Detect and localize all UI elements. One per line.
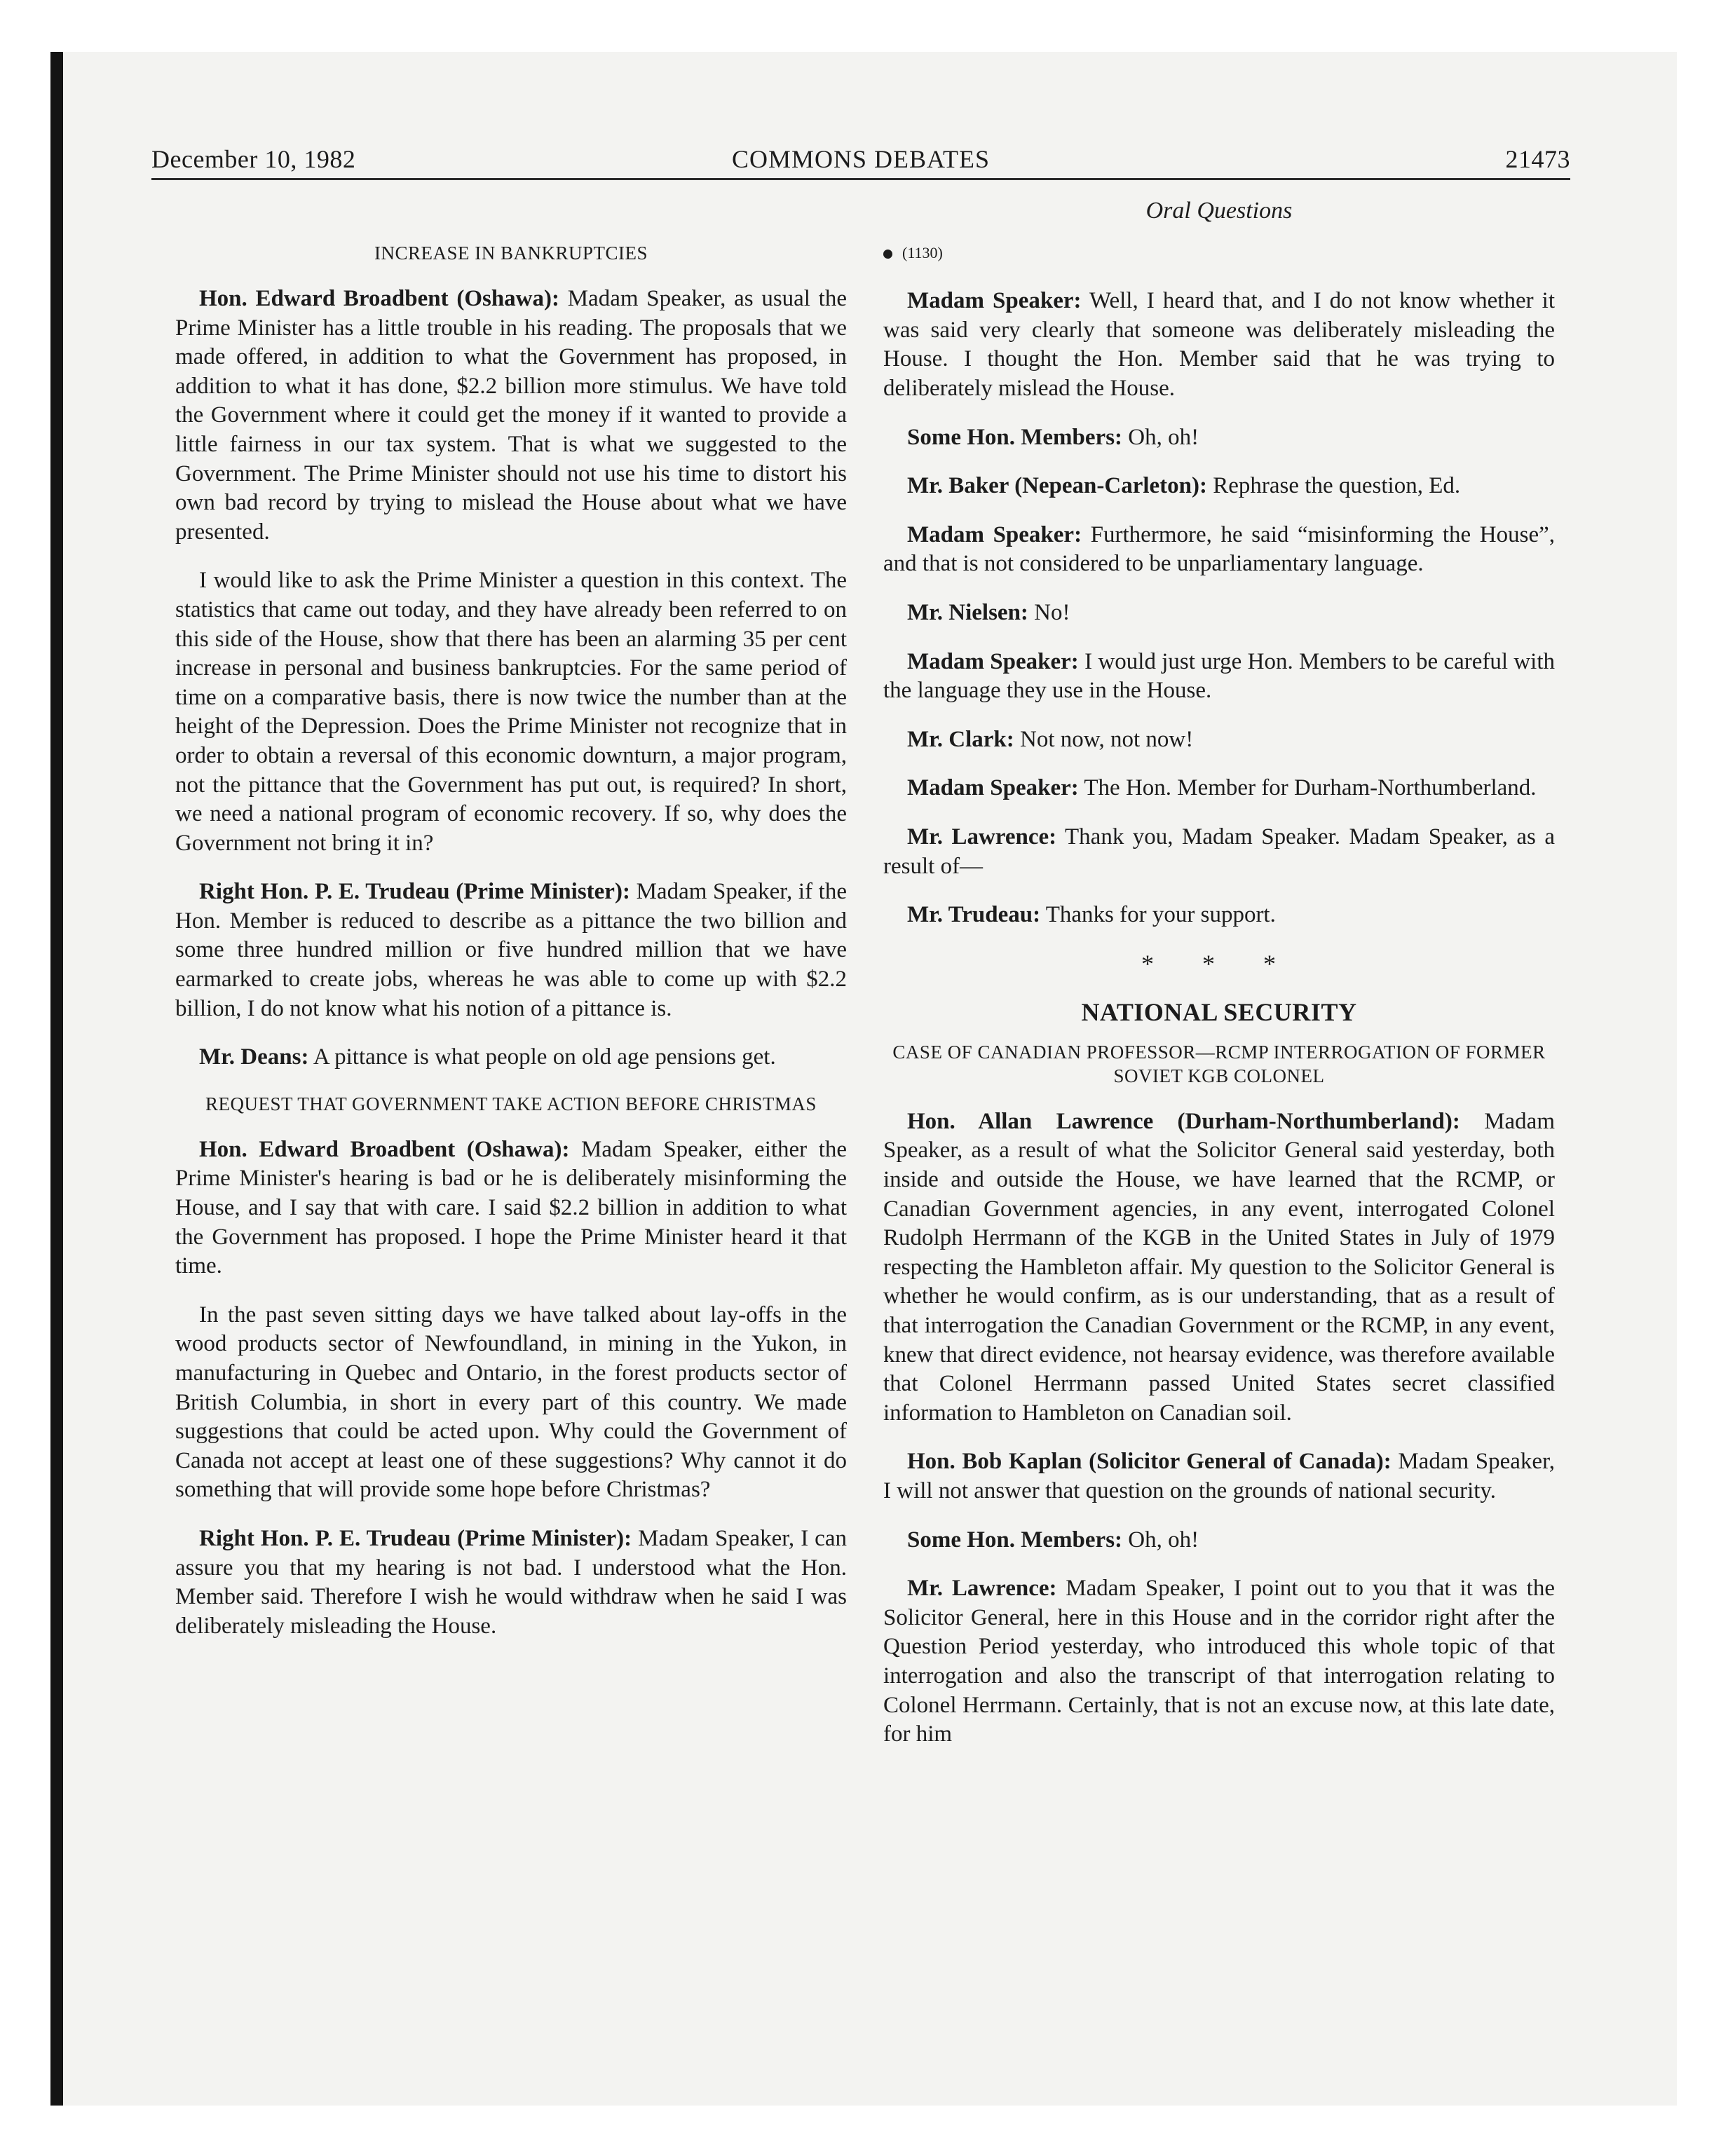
speech-text: Madam Speaker, as a result of what the Solicitor General said yesterday, both inside and outside the House, we have learned that the RCMP, or Canadian Government agencies, in any event, interrogated Colonel Rudolph Herrmann of the KGB in the United States in July of 1979 respecting the Hambleton affair. My question to the Solicitor General is whether he would confirm, as is our understanding, that as a result of that interrogation the Canadian Government or the RCMP, in any event, knew that direct evidence, not hearsay evidence, was therefore available that Colonel Herrmann passed United States secret classified information to Hambleton on Canadian soil. [883,1108,1555,1426]
speaker-name: Right Hon. P. E. Trudeau (Prime Minister): [199,879,630,905]
speech-text: Rephrase the question, Ed. [1207,473,1461,499]
speech-paragraph [883,774,1555,803]
speech-text: Madam Speaker, I can assure you that my hearing is not bad. I understood what the Hon. Member said. Therefore I wish he would withdraw when he said I was deliberately misleading the House. [175,1525,847,1639]
speaker-name: Madam Speaker: [907,521,1082,547]
speech-text: Oh, oh! [1122,424,1199,450]
binding-edge [50,52,63,2106]
speech-text: Furthermore, he said “misinforming the House”, and that is not considered to be unparliamentary language. [883,521,1555,577]
speech-paragraph [883,1447,1555,1506]
speaker-name: Mr. Clark: [907,726,1014,752]
speech-paragraph [175,1524,847,1641]
speaker-name: Mr. Lawrence: [907,824,1057,850]
speech-paragraph [883,1107,1555,1428]
speaker-name: Madam Speaker: [907,775,1079,801]
time-marker [883,238,1555,268]
header-date: December 10, 1982 [151,145,356,173]
speech-text: A pittance is what people on old age pensions get. [308,1044,776,1070]
speech-paragraph: I would like to ask the Prime Minister a question in this context. The statistics that came out today, and they have already been referred to on this side of the House, show that there has been an alarming 35 per cent increase in personal and business bankruptcies. For the same period of time on a comparative basis, there is now twice the number than at the height of the Depression. Does the Prime Minister not recognize that in order to obtain a reversal of this economic downturn, a major program, not the pittance that the Government has put out, is required? In short, we need a national program of economic recovery. If so, why does the Government not bring it in? [175,568,847,856]
speech-text: Madam Speaker, I point out to you that it was the Solicitor General, here in this House and in the corridor right after the Question Period yesterday, who introduced this whole topic of that interrogation and also the transcript of that interrogation relating to Colonel Herrmann. Certainly, that is not an excuse now, at this late date, for him [883,1576,1555,1747]
speech-paragraph [883,1574,1555,1749]
speech-paragraph [883,725,1555,755]
speech-paragraph [883,648,1555,706]
header-title: COMMONS DEBATES [731,145,991,173]
speech-text: Thank you, Madam Speaker. Madam Speaker, as a result of— [883,824,1555,879]
speech-paragraph [175,285,847,547]
left-column [175,196,847,1660]
speech-text: No! [1028,599,1070,625]
speech-text: The Hon. Member for Durham-Northumberland. [1078,775,1537,801]
speaker-name: Some Hon. Members: [907,424,1123,450]
speaker-name: Hon. Allan Lawrence (Durham-Northumberland): [907,1108,1460,1134]
speech-paragraph [883,823,1555,881]
time-marker-text: (1130) [902,243,943,261]
speaker-name: Some Hon. Members: [907,1527,1123,1553]
speech-text: Madam Speaker, I will not answer that question on the grounds of national security. [883,1449,1555,1503]
speaker-name: Hon. Bob Kaplan (Solicitor General of Canada): [907,1449,1392,1475]
speaker-name: Mr. Trudeau: [907,902,1041,928]
speaker-name: Mr. Baker (Nepean-Carleton): [907,473,1208,499]
header-rule [151,178,1570,180]
speaker-name: Hon. Edward Broadbent (Oshawa): [199,1136,570,1162]
speaker-name: Right Hon. P. E. Trudeau (Prime Minister): [199,1525,632,1551]
speech-paragraph [175,878,847,1023]
speech-paragraph [883,423,1555,453]
right-column [883,196,1555,1769]
bullet-icon [883,250,892,259]
subheading-kgb: CASE OF CANADIAN PROFESSOR—RCMP INTERROGATION OF FORMER SOVIET KGB COLONEL [892,1041,1546,1086]
running-head: Oral Questions [1145,198,1293,224]
subheading-bankruptcies: INCREASE IN BANKRUPTCIES [374,243,648,264]
speaker-name: Hon. Edward Broadbent (Oshawa): [199,286,559,311]
speaker-name: Mr. Nielsen: [907,599,1028,625]
section-title: NATIONAL SECURITY [1081,998,1357,1027]
speech-paragraph [175,1043,847,1072]
section-separator: * * * [1141,949,1297,978]
page-header [151,144,1570,179]
speaker-name: Mr. Deans: [199,1044,309,1070]
header-page-number: 21473 [1505,145,1570,173]
speech-text: Madam Speaker, if the Hon. Member is reduced to describe as a pittance the two billion and some three hundred million or five hundred million that we have earmarked to create jobs, whereas he was able to come up with $2.2 billion, I do not know what his notion of a pittance is. [175,879,847,1021]
speech-paragraph: In the past seven sitting days we have talked about lay-offs in the wood products sector of Newfoundland, in mining in the Yukon, in manufacturing in Quebec and Ontario, in the forest products sector of British Columbia, in short in every part of this country. We made suggestions that could be acted upon. Why could the Government of Canada not accept at least one of these suggestions? Why cannot it do something that will provide some hope before Christmas? [175,1302,847,1503]
speech-text: Not now, not now! [1014,726,1194,752]
speech-text: Well, I heard that, and I do not know whether it was said very clearly that someone was deliberately misleading the House. I thought the Hon. Member said that he was trying to deliberately mislead the House. [883,288,1555,401]
speaker-name: Madam Speaker: [907,648,1079,674]
speaker-name: Madam Speaker: [907,288,1082,314]
speech-text: Madam Speaker, as usual the Prime Minister has a little trouble in his reading. The proposals that we made offered, in addition to what the Government has proposed, in addition to what it has done, $2.2 billion more stimulus. We have told the Government where it could get the money if it wanted to provide a little fairness in our tax system. That is what we suggested to the Government. The Prime Minister should not use his time to distort his own bad record by trying to mislead the House about what we have presented. [175,286,847,545]
speech-paragraph [883,1526,1555,1555]
speech-paragraph [883,521,1555,579]
speech-text: Thanks for your support. [1040,902,1276,928]
subheading-christmas: REQUEST THAT GOVERNMENT TAKE ACTION BEFORE CHRISTMAS [205,1093,817,1114]
speech-paragraph [883,472,1555,501]
speech-paragraph [175,1135,847,1281]
speech-text: I would just urge Hon. Members to be careful with the language they use in the House. [883,648,1556,704]
speech-paragraph [883,287,1555,403]
speaker-name: Mr. Lawrence: [907,1576,1057,1602]
speech-paragraph [883,599,1555,628]
speech-text: Oh, oh! [1122,1527,1199,1553]
speech-text: Madam Speaker, either the Prime Minister's hearing is bad or he is deliberately misinforming the House, and I say that with care. I said $2.2 billion in addition to what the Government has proposed. I hope the Prime Minister heard it that time. [175,1136,848,1279]
speech-paragraph [883,901,1555,930]
